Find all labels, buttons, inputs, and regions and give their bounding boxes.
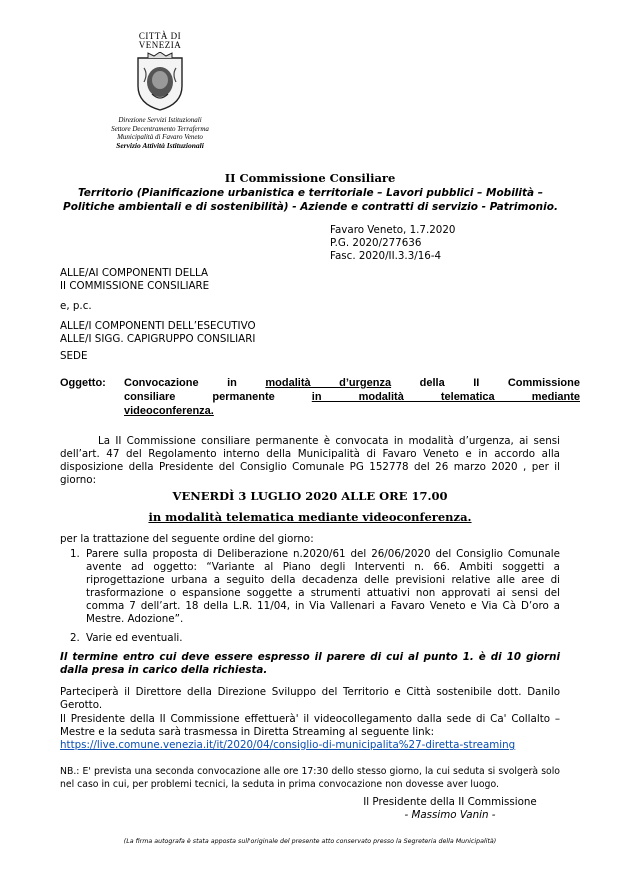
meeting-date: VENERDÌ 3 LUGLIO 2020 ALLE ORE 17.00: [172, 489, 448, 503]
subject-videoconf: videoconferenza.: [124, 405, 214, 417]
signature-name: - Massimo Vanin -: [404, 809, 496, 821]
dept-line-1: Direzione Servizi Istituzionali: [118, 116, 202, 124]
document-title: II Commissione Consiliare: [224, 171, 396, 185]
subject-line-3: [124, 404, 580, 418]
agenda-item-2-text: Varie ed eventuali.: [86, 632, 183, 644]
cc-label: e, p.c.: [60, 300, 92, 312]
agenda-item-2-number: 2.: [70, 632, 80, 644]
director-note: Parteciperà il Direttore della Direzione Sviluppo del Territorio e Città sostenibile dott. Danilo Gerotto.: [60, 686, 560, 712]
signature-role: Il Presidente della II Commissione: [363, 796, 537, 808]
streaming-link-wrap: [60, 739, 515, 752]
subject-urgency: modalità d’urgenza: [265, 377, 392, 389]
deadline-note: Il termine entro cui deve essere espresso il parere di cui al punto 1. è di 10 giorni dalla presa in carico della richiesta.: [60, 651, 560, 677]
agenda-item-1-text: Parere sulla proposta di Deliberazione n.2020/61 del 26/06/2020 del Consiglio Comunale avente ad oggetto: “Variante al Piano degli Interventi n. 66. Ambiti soggetti a riprogettazione urbana a seguito della decadenza delle previsioni relative alle aree di trasformazione o espansione soggette a strumenti attuativi non approvati ai sensi del comma 7 dell’art. 18 della L.R. 11/04, in Via Vallenari a Favaro Veneto e Via Cà D’oro a Mestre. Adozione”.: [86, 548, 560, 626]
intro-paragraph: La II Commissione consiliare permanente è convocata in modalità d’urgenza, ai sensi dell’art. 47 del Regolamento interno della Municipalità di Favaro Veneto e in accordo alla disposizione della Presidente del Consiglio Comunale PG 152778 del 26 marzo 2020 , per il giorno:: [60, 435, 560, 487]
place-date: Favaro Veneto, 1.7.2020: [330, 224, 456, 236]
document-subtitle: [48, 186, 573, 214]
recipient-line-3: ALLE/I COMPONENTI DELL’ESECUTIVO: [60, 320, 256, 332]
subject-text-2: della II Commissione: [391, 377, 580, 389]
subject-block: [60, 376, 580, 418]
subject-text-3: consiliare permanente: [124, 391, 312, 403]
recipient-line-4: ALLE/I SIGG. CAPIGRUPPO CONSILIARI: [60, 333, 256, 345]
dept-line-2: Settore Decentramento Terraferma: [111, 124, 209, 133]
signature-block: [330, 796, 570, 822]
autograph-footnote: (La firma autografa è stata apposta sull'originale del presente atto conservato presso la Segreteria della Municipalità): [123, 838, 497, 845]
city-name-line1: CITTÀ DI: [138, 31, 182, 41]
recipient-sede: SEDE: [60, 350, 88, 362]
subject-telematic: in modalità telematica mediante: [311, 391, 580, 403]
subject-line-1: [124, 376, 580, 390]
nb-note: NB.: E' prevista una seconda convocazione alle ore 17:30 dello stesso giorno, la cui seduta si svolgerà solo nel caso in cui, per problemi tecnici, la seduta in prima convocazione non dovesse aver luogo.: [60, 766, 560, 790]
subject-text-1: Convocazione in: [124, 377, 266, 389]
subject-label: Oggetto:: [60, 377, 106, 389]
agenda-item-1-number: 1.: [70, 548, 80, 560]
subtitle-line-1: Territorio (Pianificazione urbanistica e territoriale – Lavori pubblici – Mobilità –: [77, 187, 544, 199]
protocol-info: [330, 224, 455, 263]
service-name: Servizio Attività Istituzionali: [116, 140, 204, 150]
protocol-number: P.G. 2020/277636: [330, 237, 422, 249]
city-crest-icon: [134, 52, 186, 112]
meeting-mode: in modalità telematica mediante videoconferenza.: [148, 510, 472, 524]
dept-line-3: Municipalità di Favaro Veneto: [117, 133, 203, 142]
letterhead: [70, 32, 250, 150]
agenda-item-1: [70, 548, 560, 627]
subject-line-2: [124, 390, 580, 404]
streaming-link[interactable]: https://live.comune.venezia.it/it/2020/04/consiglio-di-municipalita%27-diretta-streaming: [60, 739, 516, 751]
city-name-line2: VENEZIA: [138, 40, 182, 50]
file-number: Fasc. 2020/II.3.3/16-4: [330, 250, 442, 262]
agenda-item-2: [70, 632, 560, 645]
order-intro: per la trattazione del seguente ordine del giorno:: [60, 533, 314, 545]
recipient-line-2: II COMMISSIONE CONSILIARE: [60, 280, 210, 292]
subtitle-line-2: Politiche ambientali e di sostenibilità) - Aziende e contratti di servizio - Patrimonio.: [63, 201, 558, 213]
president-note: Il Presidente della II Commissione effettuerà' il videocollegamento dalla sede di Ca' Collalto – Mestre e la seduta sarà trasmessa in Diretta Streaming al seguente link:: [60, 713, 560, 739]
recipient-line-1: ALLE/AI COMPONENTI DELLA: [60, 267, 209, 279]
